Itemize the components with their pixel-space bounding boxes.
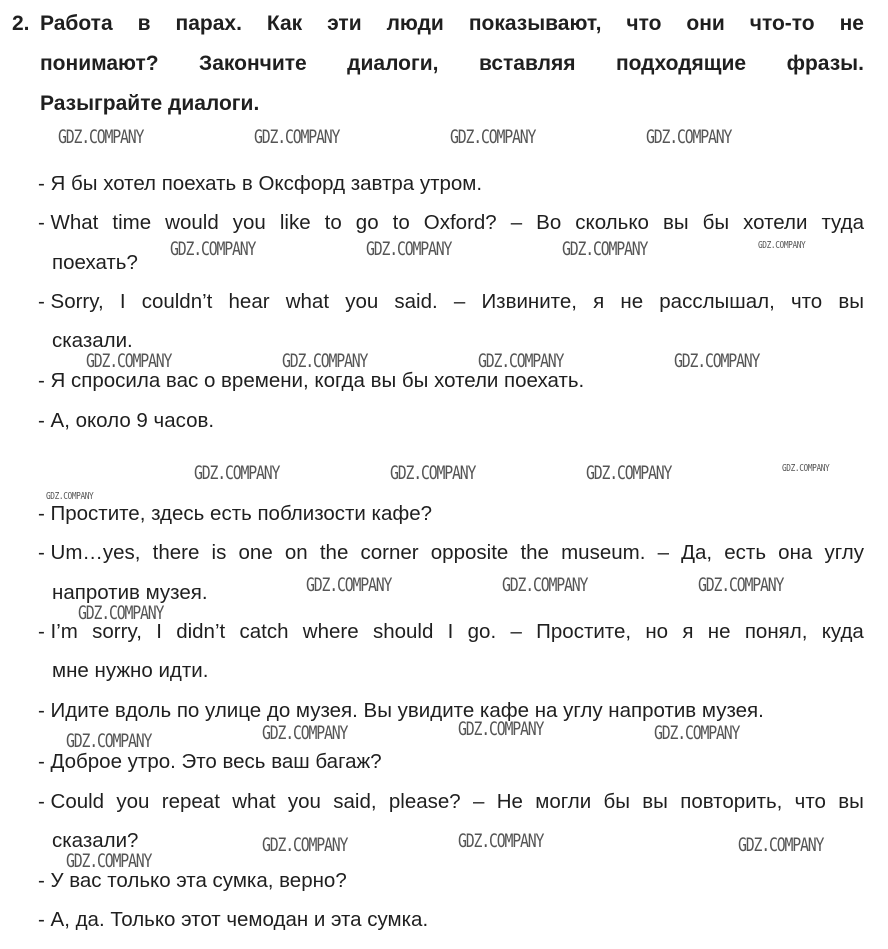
word: museum. (561, 541, 646, 564)
word: Работа (40, 12, 113, 35)
word: – (510, 211, 523, 234)
word: - Sorry, (38, 290, 104, 313)
word: диалоги, (347, 52, 439, 75)
word: catch (239, 620, 289, 643)
word: would (165, 211, 219, 234)
watermark: GDZ.COMPANY (254, 126, 340, 148)
word: what (232, 790, 276, 813)
watermark: GDZ.COMPANY (262, 722, 348, 744)
watermark: GDZ.COMPANY (66, 850, 152, 872)
word: вы (838, 290, 864, 313)
word: on (284, 541, 308, 564)
watermark: GDZ.COMPANY (782, 463, 830, 474)
watermark: GDZ.COMPANY (698, 574, 784, 596)
watermark: GDZ.COMPANY (646, 126, 732, 148)
word: парах. (175, 12, 242, 35)
word: repeat (161, 790, 220, 813)
watermark: GDZ.COMPANY (562, 238, 648, 260)
word: не (620, 290, 644, 313)
dialogue1-line5: - А, около 9 часов. (38, 409, 215, 432)
word: Как (266, 12, 303, 35)
word: хотели (743, 211, 808, 234)
word: не (839, 12, 864, 35)
watermark: GDZ.COMPANY (66, 730, 152, 752)
dialogue1-line2 (38, 211, 864, 235)
word: hear (228, 290, 270, 313)
word: sorry, (92, 620, 142, 643)
watermark: GDZ.COMPANY (758, 240, 806, 251)
word: please? (388, 790, 461, 813)
word: могли (535, 790, 592, 813)
dialogue3-line4: - А, да. Только этот чемодан и эта сумка. (38, 908, 429, 931)
word: – (472, 790, 485, 813)
word: понял, (744, 620, 808, 643)
word: есть (724, 541, 767, 564)
watermark: GDZ.COMPANY (58, 126, 144, 148)
word: показывают, (468, 12, 602, 35)
word: - What (38, 211, 99, 234)
word: go (355, 211, 379, 234)
word: подходящие (615, 52, 747, 75)
watermark: GDZ.COMPANY (390, 462, 476, 484)
word: расслышал, (659, 290, 775, 313)
word: said, (333, 790, 377, 813)
word: туда (821, 211, 864, 234)
word: бы (603, 790, 630, 813)
word: - I’m (38, 620, 78, 643)
word: вы (838, 790, 864, 813)
watermark: GDZ.COMPANY (478, 350, 564, 372)
word: – (510, 620, 522, 643)
watermark: GDZ.COMPANY (86, 350, 172, 372)
word: Да, (681, 541, 713, 564)
word: - Could (38, 790, 105, 813)
word: – (657, 541, 669, 564)
dialogue3-line2-cont: сказали? (52, 829, 139, 852)
word: вы (662, 211, 689, 234)
dialogue2-line2-cont: напротив музея. (52, 581, 208, 604)
word: time (112, 211, 152, 234)
word: where (302, 620, 359, 643)
watermark: GDZ.COMPANY (738, 834, 824, 856)
word: эти (327, 12, 362, 35)
word: вставляя (478, 52, 576, 75)
word: в (137, 12, 151, 35)
word: I (156, 620, 162, 643)
word: is (211, 541, 227, 564)
word: куда (821, 620, 864, 643)
watermark: GDZ.COMPANY (458, 718, 544, 740)
task-heading-line2 (40, 52, 864, 76)
word: они (686, 12, 725, 35)
dialogue3-line3: - У вас только эта сумка, верно? (38, 869, 347, 892)
dialogue1-line1: - Я бы хотел поехать в Оксфорд завтра утром. (38, 172, 483, 195)
word: Простите, (536, 620, 632, 643)
dialogue2-line4: - Идите вдоль по улице до музея. Вы увидите кафе на углу напротив музея. (38, 699, 764, 722)
word: opposite (430, 541, 509, 564)
watermark: GDZ.COMPANY (46, 491, 94, 502)
task-number: 2. (12, 12, 30, 35)
word: повторить, (680, 790, 783, 813)
word: бы (702, 211, 730, 234)
word: она (778, 541, 813, 564)
watermark: GDZ.COMPANY (282, 350, 368, 372)
dialogue1-line3 (38, 290, 864, 314)
word: should (372, 620, 434, 643)
word: что-то (749, 12, 815, 35)
word: что (626, 12, 662, 35)
watermark: GDZ.COMPANY (502, 574, 588, 596)
watermark: GDZ.COMPANY (586, 462, 672, 484)
word: you (232, 211, 266, 234)
word: люди (386, 12, 444, 35)
word: – (453, 290, 466, 313)
word: что (794, 790, 826, 813)
watermark: GDZ.COMPANY (366, 238, 452, 260)
word: я (593, 290, 605, 313)
word: what (285, 290, 330, 313)
watermark: GDZ.COMPANY (654, 722, 740, 744)
word: I (447, 620, 454, 643)
watermark: GDZ.COMPANY (262, 834, 348, 856)
word: не (707, 620, 731, 643)
word: Извините, (481, 290, 577, 313)
word: there (152, 541, 200, 564)
word: I (119, 290, 126, 313)
word: the (319, 541, 349, 564)
dialogue2-line3-cont: мне нужно идти. (52, 659, 209, 682)
word: one (238, 541, 273, 564)
watermark: GDZ.COMPANY (194, 462, 280, 484)
word: to (324, 211, 342, 234)
word: to (392, 211, 410, 234)
word: сколько (575, 211, 649, 234)
dialogue1-line2-cont: поехать? (52, 251, 138, 274)
word: что (790, 290, 823, 313)
word: фразы. (786, 52, 864, 75)
watermark: GDZ.COMPANY (458, 830, 544, 852)
task-heading-line3: Разыграйте диалоги. (40, 92, 260, 115)
watermark: GDZ.COMPANY (78, 602, 164, 624)
word: Закончите (199, 52, 307, 75)
word: said. (394, 290, 438, 313)
word: углу (824, 541, 864, 564)
dialogue2-line2 (38, 541, 864, 565)
word: couldn’t (141, 290, 213, 313)
task-heading-line1 (40, 12, 864, 36)
word: вы (642, 790, 668, 813)
watermark: GDZ.COMPANY (450, 126, 536, 148)
word: Oxford? (423, 211, 497, 234)
dialogue3-line2 (38, 790, 864, 814)
word: Не (496, 790, 523, 813)
word: Во (536, 211, 562, 234)
dialogue1-line4: - Я спросила вас о времени, когда вы бы хотели поехать. (38, 369, 585, 392)
word: the (520, 541, 549, 564)
word: - Um…yes, (38, 541, 141, 564)
dialogue2-line1: - Простите, здесь есть поблизости кафе? (38, 502, 433, 525)
watermark: GDZ.COMPANY (170, 238, 256, 260)
word: you (116, 790, 150, 813)
word: corner (360, 541, 419, 564)
word: но (645, 620, 669, 643)
word: понимают? (40, 52, 159, 75)
word: like (279, 211, 311, 234)
word: you (345, 290, 379, 313)
word: didn’t (176, 620, 226, 643)
word: я (682, 620, 694, 643)
watermark: GDZ.COMPANY (306, 574, 392, 596)
watermark: GDZ.COMPANY (674, 350, 760, 372)
dialogue3-line1: - Доброе утро. Это весь ваш багаж? (38, 750, 382, 773)
dialogue1-line3-cont: сказали. (52, 329, 133, 352)
word: go. (467, 620, 497, 643)
word: you (287, 790, 321, 813)
